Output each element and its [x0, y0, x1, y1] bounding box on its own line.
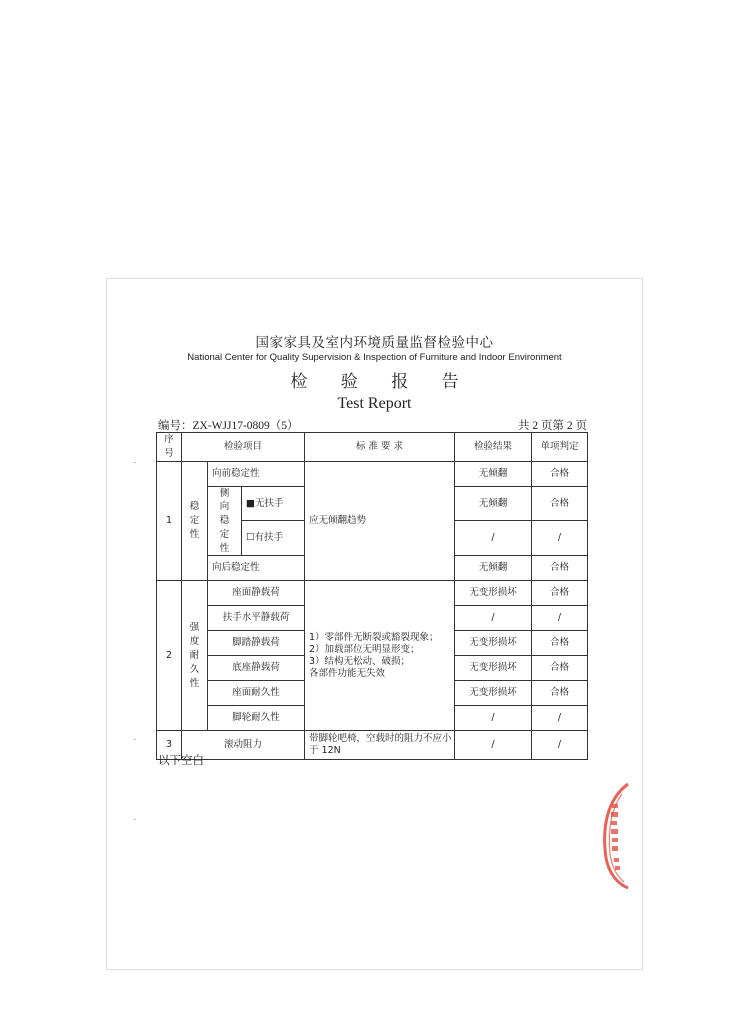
result-cell: /: [455, 731, 532, 760]
report-page: [107, 279, 642, 969]
result-cell: /: [455, 521, 532, 556]
verdict-cell: /: [532, 706, 588, 731]
seq-1: 1: [157, 461, 182, 581]
seq-3: 3: [157, 731, 182, 760]
item-strength: 脚踏静载荷: [208, 631, 305, 656]
item-strength: 扶手水平静载荷: [208, 606, 305, 631]
org-name-en: National Center for Quality Supervision & Inspection of Furniture and Indoor Environment: [187, 352, 562, 363]
verdict-cell: 合格: [532, 486, 588, 521]
standard-line: 1）零部件无断裂或豁裂现象；: [309, 632, 439, 644]
side-no-armrest: ■无扶手: [242, 486, 305, 521]
item-strength: 脚轮耐久性: [208, 706, 305, 731]
header-item: 检验项目: [182, 433, 305, 462]
header-result: 检验结果: [455, 433, 532, 462]
title-cn: 检 验 报 告: [290, 372, 473, 392]
standard-strength: [305, 581, 455, 731]
result-cell: 无倾翻: [455, 486, 532, 521]
header-standard: 标 准 要 求: [305, 433, 455, 462]
result-cell: 无变形损坏: [455, 656, 532, 681]
table-header-row: [157, 433, 588, 462]
seal-stamp: [600, 780, 630, 890]
category-stability: 稳 定 性: [182, 461, 208, 581]
scan-mark: [134, 819, 136, 820]
standard-line: 各部件功能无失效: [309, 667, 386, 679]
result-cell: 无倾翻: [455, 461, 532, 486]
blank-below-note: 以下空白: [158, 753, 204, 767]
standard-line: 2）加载部位无明显形变；: [309, 643, 420, 655]
item-forward-stability: 向前稳定性: [208, 461, 305, 486]
standard-stability: 应无倾翻趋势: [305, 461, 455, 581]
report-number: 编号：ZX-WJJ17-0809（5）: [158, 420, 299, 432]
side-with-armrest: ☐有扶手: [242, 521, 305, 556]
verdict-cell: /: [532, 521, 588, 556]
header-seq: 序 号: [157, 433, 182, 462]
item-strength: 座面耐久性: [208, 681, 305, 706]
page-info: 共 2 页第 2 页: [518, 420, 587, 432]
table-row: [157, 731, 588, 760]
verdict-cell: 合格: [532, 656, 588, 681]
result-cell: /: [455, 606, 532, 631]
item-backward-stability: 向后稳定性: [208, 556, 305, 581]
item-side-stability: 侧 向 稳 定 性: [208, 486, 242, 556]
verdict-cell: /: [532, 606, 588, 631]
result-cell: 无变形损坏: [455, 581, 532, 606]
standard-line: 3）结构无松动、破损；: [309, 655, 411, 667]
item-strength: 座面静载荷: [208, 581, 305, 606]
scan-mark: [134, 462, 136, 463]
table-row: [157, 461, 588, 486]
result-cell: 无倾翻: [455, 556, 532, 581]
seq-2: 2: [157, 581, 182, 731]
title-en: Test Report: [337, 395, 412, 412]
standard-rolling: 带脚轮吧椅，空载时的阻力不应小于 12N: [305, 731, 455, 760]
result-cell: 无变形损坏: [455, 681, 532, 706]
item-strength: 底座静载荷: [208, 656, 305, 681]
header-verdict: 单项判定: [532, 433, 588, 462]
inspection-table: [156, 432, 588, 760]
org-name-cn: 国家家具及室内环境质量监督检验中心: [255, 335, 494, 351]
result-cell: /: [455, 706, 532, 731]
verdict-cell: 合格: [532, 556, 588, 581]
verdict-cell: 合格: [532, 461, 588, 486]
item-rolling-resistance: 滚动阻力: [182, 731, 305, 760]
verdict-cell: 合格: [532, 631, 588, 656]
result-cell: 无变形损坏: [455, 631, 532, 656]
category-strength: 强 度 耐 久 性: [182, 581, 208, 731]
table-row: [157, 581, 588, 606]
scan-mark: [134, 739, 136, 740]
verdict-cell: 合格: [532, 581, 588, 606]
verdict-cell: 合格: [532, 681, 588, 706]
verdict-cell: /: [532, 731, 588, 760]
